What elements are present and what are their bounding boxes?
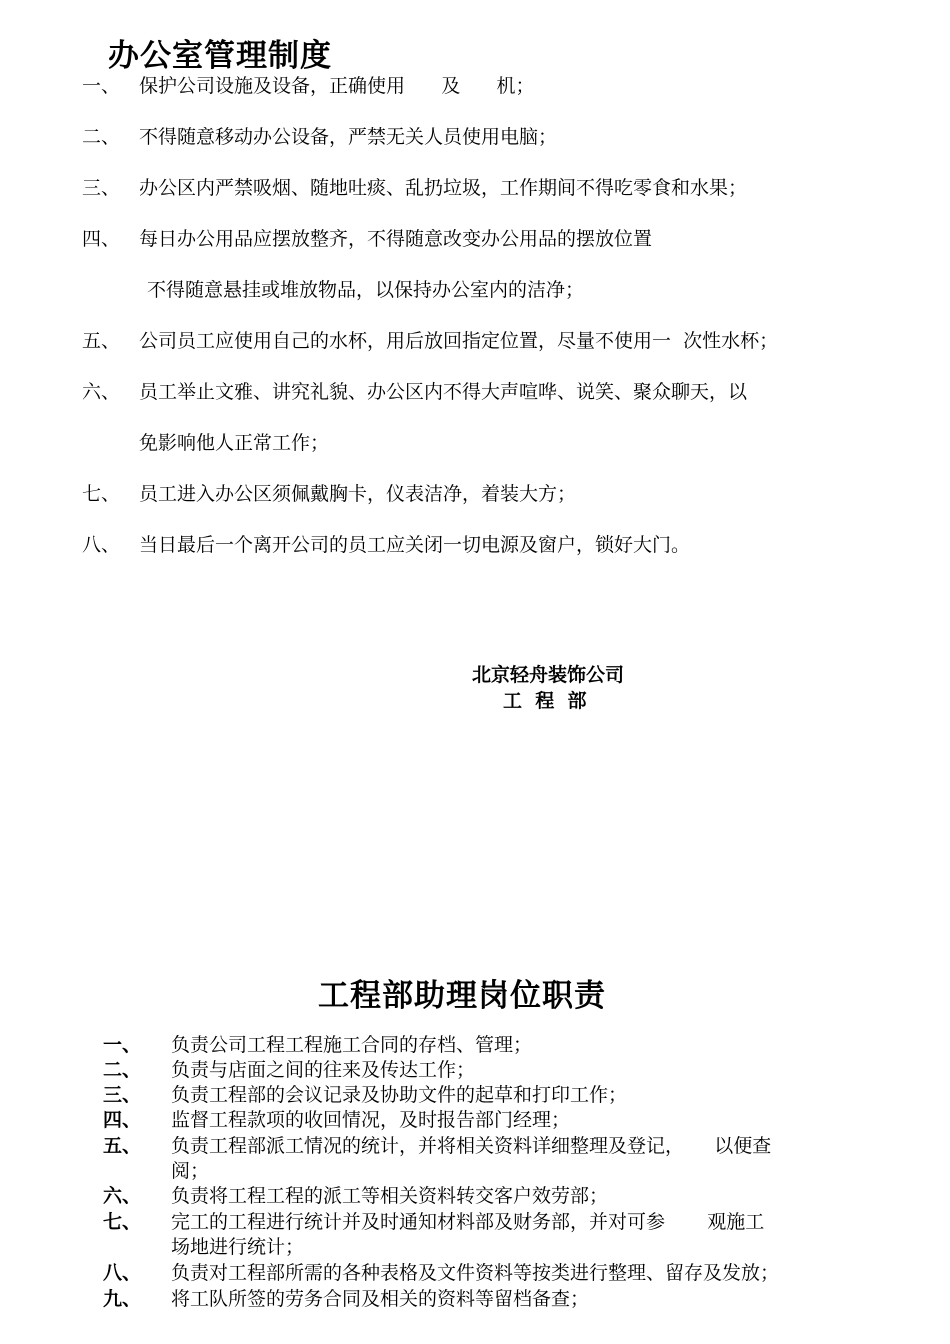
- duty-number: 九、: [103, 1288, 142, 1310]
- duty-text: 完工的工程进行统计并及时通知材料部及财务部，并对可参 观施工: [171, 1211, 765, 1233]
- assistant-duties-title: 工程部助理岗位职责: [318, 978, 606, 1014]
- duty-number: 六、: [103, 1185, 142, 1207]
- duty-text: 负责对工程部所需的各种表格及文件资料等按类进行整理、留存及发放；: [171, 1262, 780, 1284]
- duty-number: 五、: [103, 1135, 142, 1157]
- duty-text: 负责将工程工程的派工等相关资料转交客户效劳部；: [171, 1185, 609, 1207]
- rule-text: 不得随意移动办公设备，严禁无关人员使用电脑；: [139, 126, 558, 148]
- rule-number: 六、: [82, 381, 121, 403]
- duty-text: 负责工程部派工情况的统计，并将相关资料详细整理及登记， 以便查: [171, 1135, 772, 1157]
- signature-company: 北京轻舟装饰公司: [472, 664, 625, 686]
- duty-number: 三、: [103, 1084, 142, 1106]
- duty-number: 一、: [103, 1034, 142, 1056]
- rule-number: 一、: [82, 75, 121, 97]
- rule-number: 七、: [82, 483, 121, 505]
- rule-number: 八、: [82, 534, 121, 556]
- rule-text: 公司员工应使用自己的水杯，用后放回指定位置，尽量不使用一 次性水杯；: [139, 330, 779, 352]
- duty-number: 二、: [103, 1059, 142, 1081]
- office-rules-title: 办公室管理制度: [108, 38, 332, 74]
- rule-text: 员工举止文雅、讲究礼貌、办公区内不得大声喧哗、说笑、聚众聊天，以: [139, 381, 748, 403]
- duty-text: 负责与店面之间的往来及传达工作；: [171, 1059, 476, 1081]
- duty-number: 七、: [103, 1211, 142, 1233]
- rule-number: 五、: [82, 330, 121, 352]
- rule-number: 四、: [82, 228, 121, 250]
- rule-number: 二、: [82, 126, 121, 148]
- rule-text: 每日办公用品应摆放整齐，不得随意改变办公用品的摆放位置: [139, 228, 653, 250]
- duty-text: 监督工程款项的收回情况，及时报告部门经理；: [171, 1109, 571, 1131]
- duty-text: 负责公司工程工程施工合同的存档、管理；: [171, 1034, 533, 1056]
- signature-department: 工 程 部: [503, 690, 587, 712]
- rule-text: 保护公司设施及设备，正确使用 及 机；: [139, 75, 535, 97]
- duty-item-5-continuation: 阅；: [171, 1160, 210, 1182]
- rule-text: 员工进入办公区须佩戴胸卡，仪表洁净，着装大方；: [139, 483, 577, 505]
- duty-number: 四、: [103, 1109, 142, 1131]
- duty-number: 八、: [103, 1262, 142, 1284]
- rule-text: 办公区内严禁吸烟、随地吐痰、乱扔垃圾，工作期间不得吃零食和水果；: [139, 177, 748, 199]
- duty-text: 将工队所签的劳务合同及相关的资料等留档备查；: [171, 1288, 590, 1310]
- duty-text: 负责工程部的会议记录及协助文件的起草和打印工作；: [171, 1084, 628, 1106]
- rule-number: 三、: [82, 177, 121, 199]
- rule-text: 当日最后一个离开公司的员工应关闭一切电源及窗户，锁好大门。: [139, 534, 691, 556]
- rule-item-4-continuation: 不得随意悬挂或堆放物品，以保持办公室内的洁净；: [147, 279, 585, 301]
- duty-item-7-continuation: 场地进行统计；: [171, 1236, 305, 1258]
- rule-item-6-continuation: 免影响他人正常工作；: [139, 432, 330, 454]
